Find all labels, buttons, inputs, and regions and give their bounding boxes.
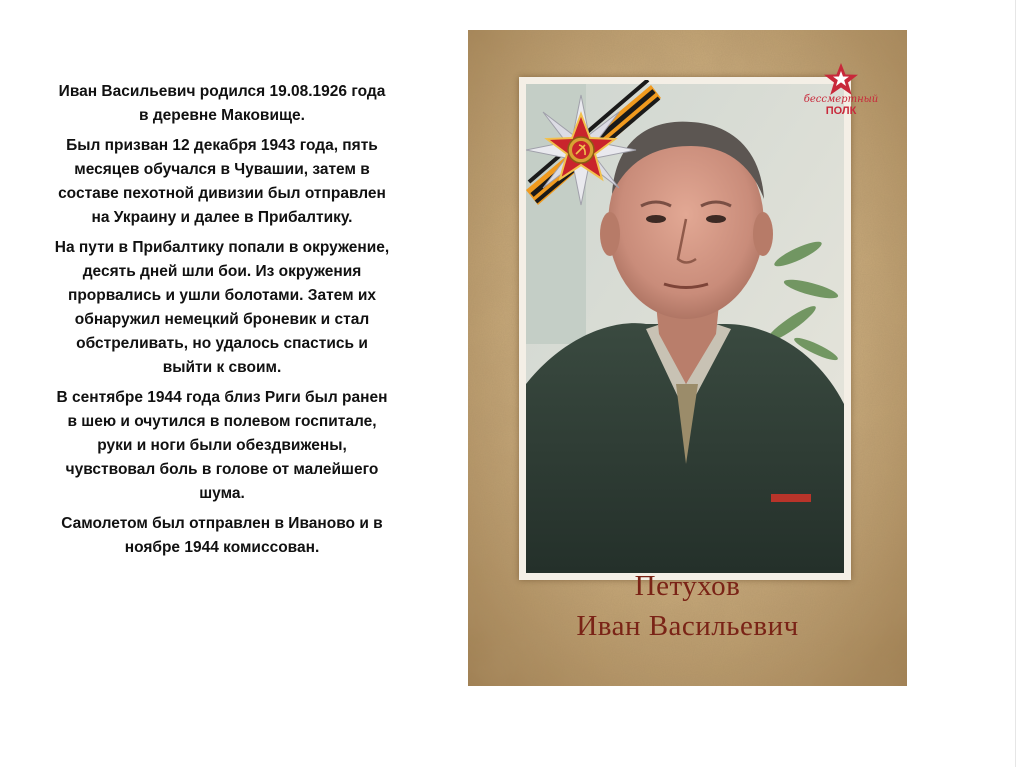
bio-paragraph-conscription: Был призван 12 декабря 1943 года, пять месяцев обучался в Чувашии, затем в составе пехотной дивизии был отправлен на Украину и далее в Прибалтику.	[58, 137, 386, 226]
bio-paragraph-encirclement: На пути в Прибалтику попали в окружение, десять дней шли бои. Из окружения прорвались и ушли болотами. Затем их обнаружил немецкий броневик и стал обстреливать, но удалось спастись и выйти к своим.	[54, 239, 390, 376]
biography-text	[52, 80, 392, 566]
red-star-icon	[822, 62, 860, 96]
page-edge-line	[1015, 0, 1016, 767]
bio-paragraph-wounded: В сентябре 1944 года близ Риги был ранен в шею и очутился в полевом госпитале, руки и ноги были обездвижены, чувствовал боль в голове от малейшего шума.	[56, 389, 388, 502]
order-of-patriotic-war-icon	[526, 80, 661, 210]
bio-paragraph-discharged: Самолетом был отправлен в Иваново и в ноябре 1944 комиссован.	[61, 515, 383, 556]
portrait-given-name: Иван Васильевич	[576, 610, 799, 642]
logo-word-text: ПОЛК	[825, 105, 857, 117]
immortal-regiment-logo	[791, 62, 891, 132]
logo-script-text: бессмертный	[803, 94, 879, 105]
portrait-surname: Петухов	[634, 570, 741, 602]
bio-paragraph-birth: Иван Васильевич родился 19.08.1926 года в деревне Маковище.	[58, 83, 386, 124]
memorial-card	[468, 30, 907, 686]
